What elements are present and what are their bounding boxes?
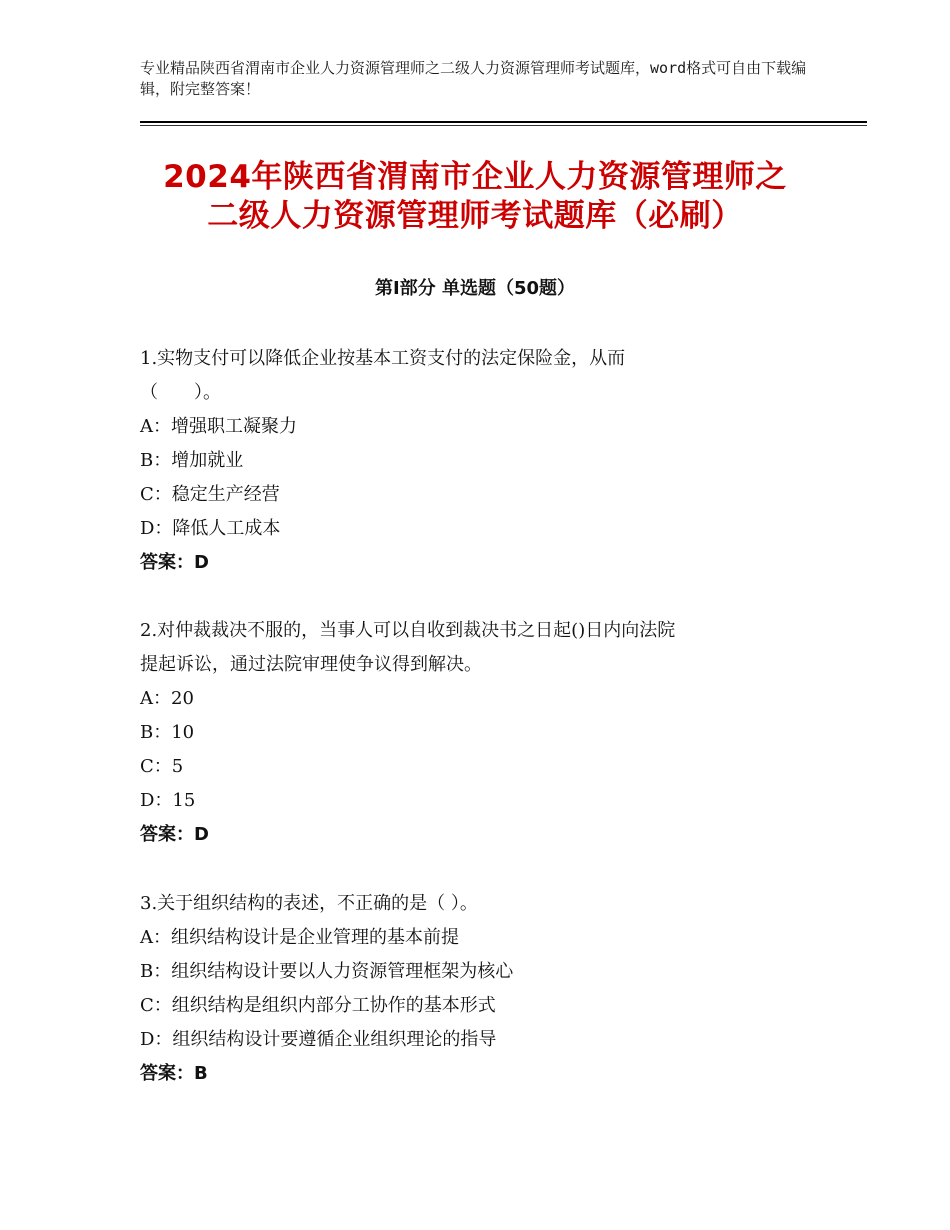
header-note: 专业精品陕西省渭南市企业人力资源管理师之二级人力资源管理师考试题库，word格式可自由下载编辑，附完整答案！ — [140, 59, 807, 98]
answer: 答案：D — [140, 824, 209, 845]
option-b: B：10 — [140, 722, 195, 743]
question-stem: 2.对仲裁裁决不服的，当事人可以自收到裁决书之日起()日内向法院 提起诉讼，通过法院审理使争议得到解决。 — [140, 620, 676, 675]
question-stem: 3.关于组织结构的表述，不正确的是（ ）。 — [140, 893, 478, 914]
option-d: D：组织结构设计要遵循企业组织理论的指导 — [140, 1029, 497, 1050]
option-a: A：组织结构设计是企业管理的基本前提 — [140, 927, 459, 948]
option-a: A：增强职工凝聚力 — [140, 416, 297, 437]
option-d: D：降低人工成本 — [140, 518, 281, 539]
answer: 答案：B — [140, 1063, 208, 1084]
question-1 — [140, 342, 820, 580]
option-a: A：20 — [140, 688, 194, 709]
option-c: C：5 — [140, 756, 184, 777]
option-b: B：组织结构设计要以人力资源管理框架为核心 — [140, 961, 514, 982]
question-2 — [140, 614, 820, 852]
header-divider-thin — [140, 125, 867, 126]
option-c: C：组织结构是组织内部分工协作的基本形式 — [140, 995, 496, 1016]
title-line-2: 二级人力资源管理师考试题库（必刷） — [207, 198, 743, 234]
option-c: C：稳定生产经营 — [140, 484, 280, 505]
title-line-1: 2024年陕西省渭南市企业人力资源管理师之 — [163, 159, 787, 195]
answer: 答案：D — [140, 552, 209, 573]
document-title — [100, 158, 850, 236]
section-title: 第Ⅰ部分 单选题（50题） — [374, 278, 575, 299]
option-b: B：增加就业 — [140, 450, 244, 471]
question-3 — [140, 887, 820, 1091]
question-stem: 1.实物支付可以降低企业按基本工资支付的法定保险金，从而 （ ）。 — [140, 348, 626, 403]
header-divider — [140, 121, 867, 123]
option-d: D：15 — [140, 790, 196, 811]
